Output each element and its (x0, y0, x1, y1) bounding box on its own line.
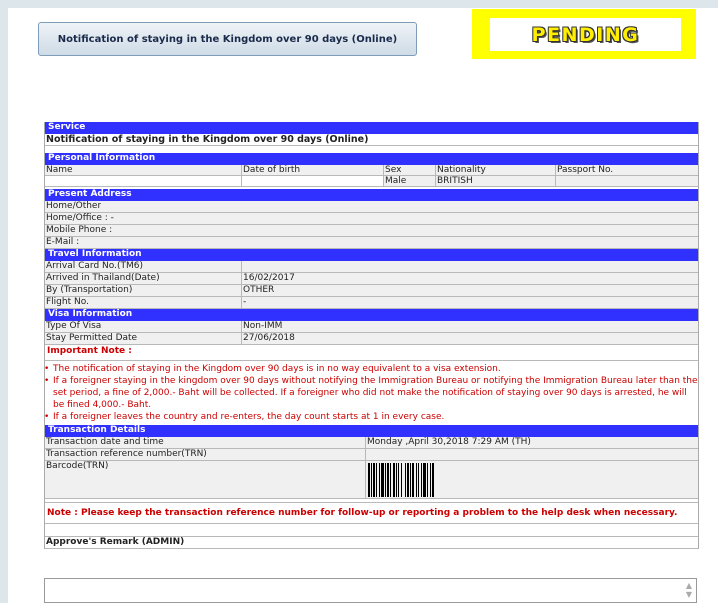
travel-value (241, 261, 698, 272)
service-row (45, 134, 698, 146)
section-title: Personal Information (48, 153, 156, 163)
barcode-cell (365, 461, 698, 498)
barcode-bar (434, 463, 435, 497)
section-transaction-header (45, 425, 698, 437)
spacer (45, 524, 698, 536)
textarea-scroll-arrows[interactable]: ▲ ▼ (685, 581, 693, 599)
address-row (45, 213, 698, 225)
visa-value: 27/06/2018 (241, 333, 698, 344)
section-address-header (45, 189, 698, 201)
address-home-other: Home/Other (46, 201, 102, 211)
section-service-header (45, 122, 698, 134)
visa-label: Stay Permitted Date (46, 333, 138, 343)
section-visa-header (45, 309, 698, 321)
important-note-item: • The notification of staying in the Kingdom over 90 days is in no way equivalent to a visa extension. (53, 363, 698, 375)
important-note-item: • If a foreigner staying in the kingdom over 90 days without notifying the Immigration Bureau or notifying the Immigration Bureau later than the set period, a fine of 2,000.- Baht will be collected. If a foreigner who did not make the notification of staying over 90 days is arrested, he will be fined 4,000.- Baht. (53, 375, 698, 411)
window-frame-top (0, 0, 718, 8)
important-note-list (45, 361, 698, 425)
value-passport (555, 176, 698, 186)
travel-value: 16/02/2017 (241, 273, 698, 284)
travel-row (45, 273, 698, 285)
section-title: Present Address (48, 189, 132, 199)
travel-row (45, 297, 698, 309)
service-title-button[interactable]: Notification of staying in the Kingdom over 90 days (Online) (38, 22, 417, 56)
section-title: Visa Information (48, 309, 133, 319)
address-row (45, 237, 698, 249)
section-personal-header (45, 153, 698, 165)
address-home-office: Home/Office : - (46, 213, 114, 223)
important-note-item: • If a foreigner leaves the country and re-enters, the day count starts at 1 in every case. (53, 411, 698, 423)
section-title: Travel Information (48, 249, 142, 259)
travel-row (45, 285, 698, 297)
service-value: Notification of staying in the Kingdom over 90 days (Online) (46, 134, 369, 145)
col-sex: Sex (383, 165, 435, 175)
notification-form (44, 122, 699, 549)
travel-value: OTHER (241, 285, 698, 296)
transaction-value (365, 449, 698, 460)
address-email: E-Mail : (46, 237, 80, 247)
section-travel-header (45, 249, 698, 261)
visa-value: Non-IMM (241, 321, 698, 332)
status-label: PENDING (531, 23, 640, 46)
travel-row (45, 261, 698, 273)
address-mobile: Mobile Phone : (46, 225, 113, 235)
travel-label: Flight No. (46, 297, 89, 307)
important-note-title: Important Note : (45, 345, 698, 361)
col-nationality: Nationality (435, 165, 555, 175)
section-title: Service (48, 122, 86, 132)
col-name: Name (46, 165, 73, 175)
spacer (45, 146, 698, 153)
value-sex: Male (383, 176, 435, 186)
visa-label: Type Of Visa (46, 321, 102, 331)
value-nationality: BRITISH (435, 176, 555, 186)
help-desk-note: Note : Please keep the transaction reference number for follow-up or reporting a problem to the help desk when necessary. (45, 502, 698, 524)
col-dob: Date of birth (241, 165, 383, 175)
transaction-label: Barcode(TRN) (46, 461, 109, 471)
status-box (490, 18, 681, 51)
transaction-label: Transaction reference number(TRN) (46, 449, 207, 459)
transaction-label: Transaction date and time (46, 437, 164, 447)
remark-header-row (45, 536, 698, 549)
transaction-row (45, 449, 698, 461)
col-passport: Passport No. (555, 165, 698, 175)
trn-barcode (368, 461, 698, 497)
personal-values-row (45, 176, 698, 187)
admin-remark-textarea[interactable] (44, 578, 697, 603)
transaction-value: Monday ,April 30,2018 7:29 AM (TH) (365, 437, 698, 448)
address-row (45, 201, 698, 213)
status-banner (472, 9, 696, 59)
travel-label: By (Transportation) (46, 285, 133, 295)
section-title: Transaction Details (48, 425, 146, 435)
visa-row (45, 321, 698, 333)
value-name (45, 176, 241, 186)
value-dob (241, 176, 383, 186)
personal-columns-row (45, 165, 698, 176)
address-row (45, 225, 698, 237)
travel-label: Arrived in Thailand(Date) (46, 273, 160, 283)
visa-row (45, 333, 698, 345)
remark-heading: Approve's Remark (ADMIN) (46, 537, 185, 547)
barcode-row (45, 461, 698, 499)
travel-value: - (241, 297, 698, 308)
travel-label: Arrival Card No.(TM6) (46, 261, 143, 271)
transaction-row (45, 437, 698, 449)
